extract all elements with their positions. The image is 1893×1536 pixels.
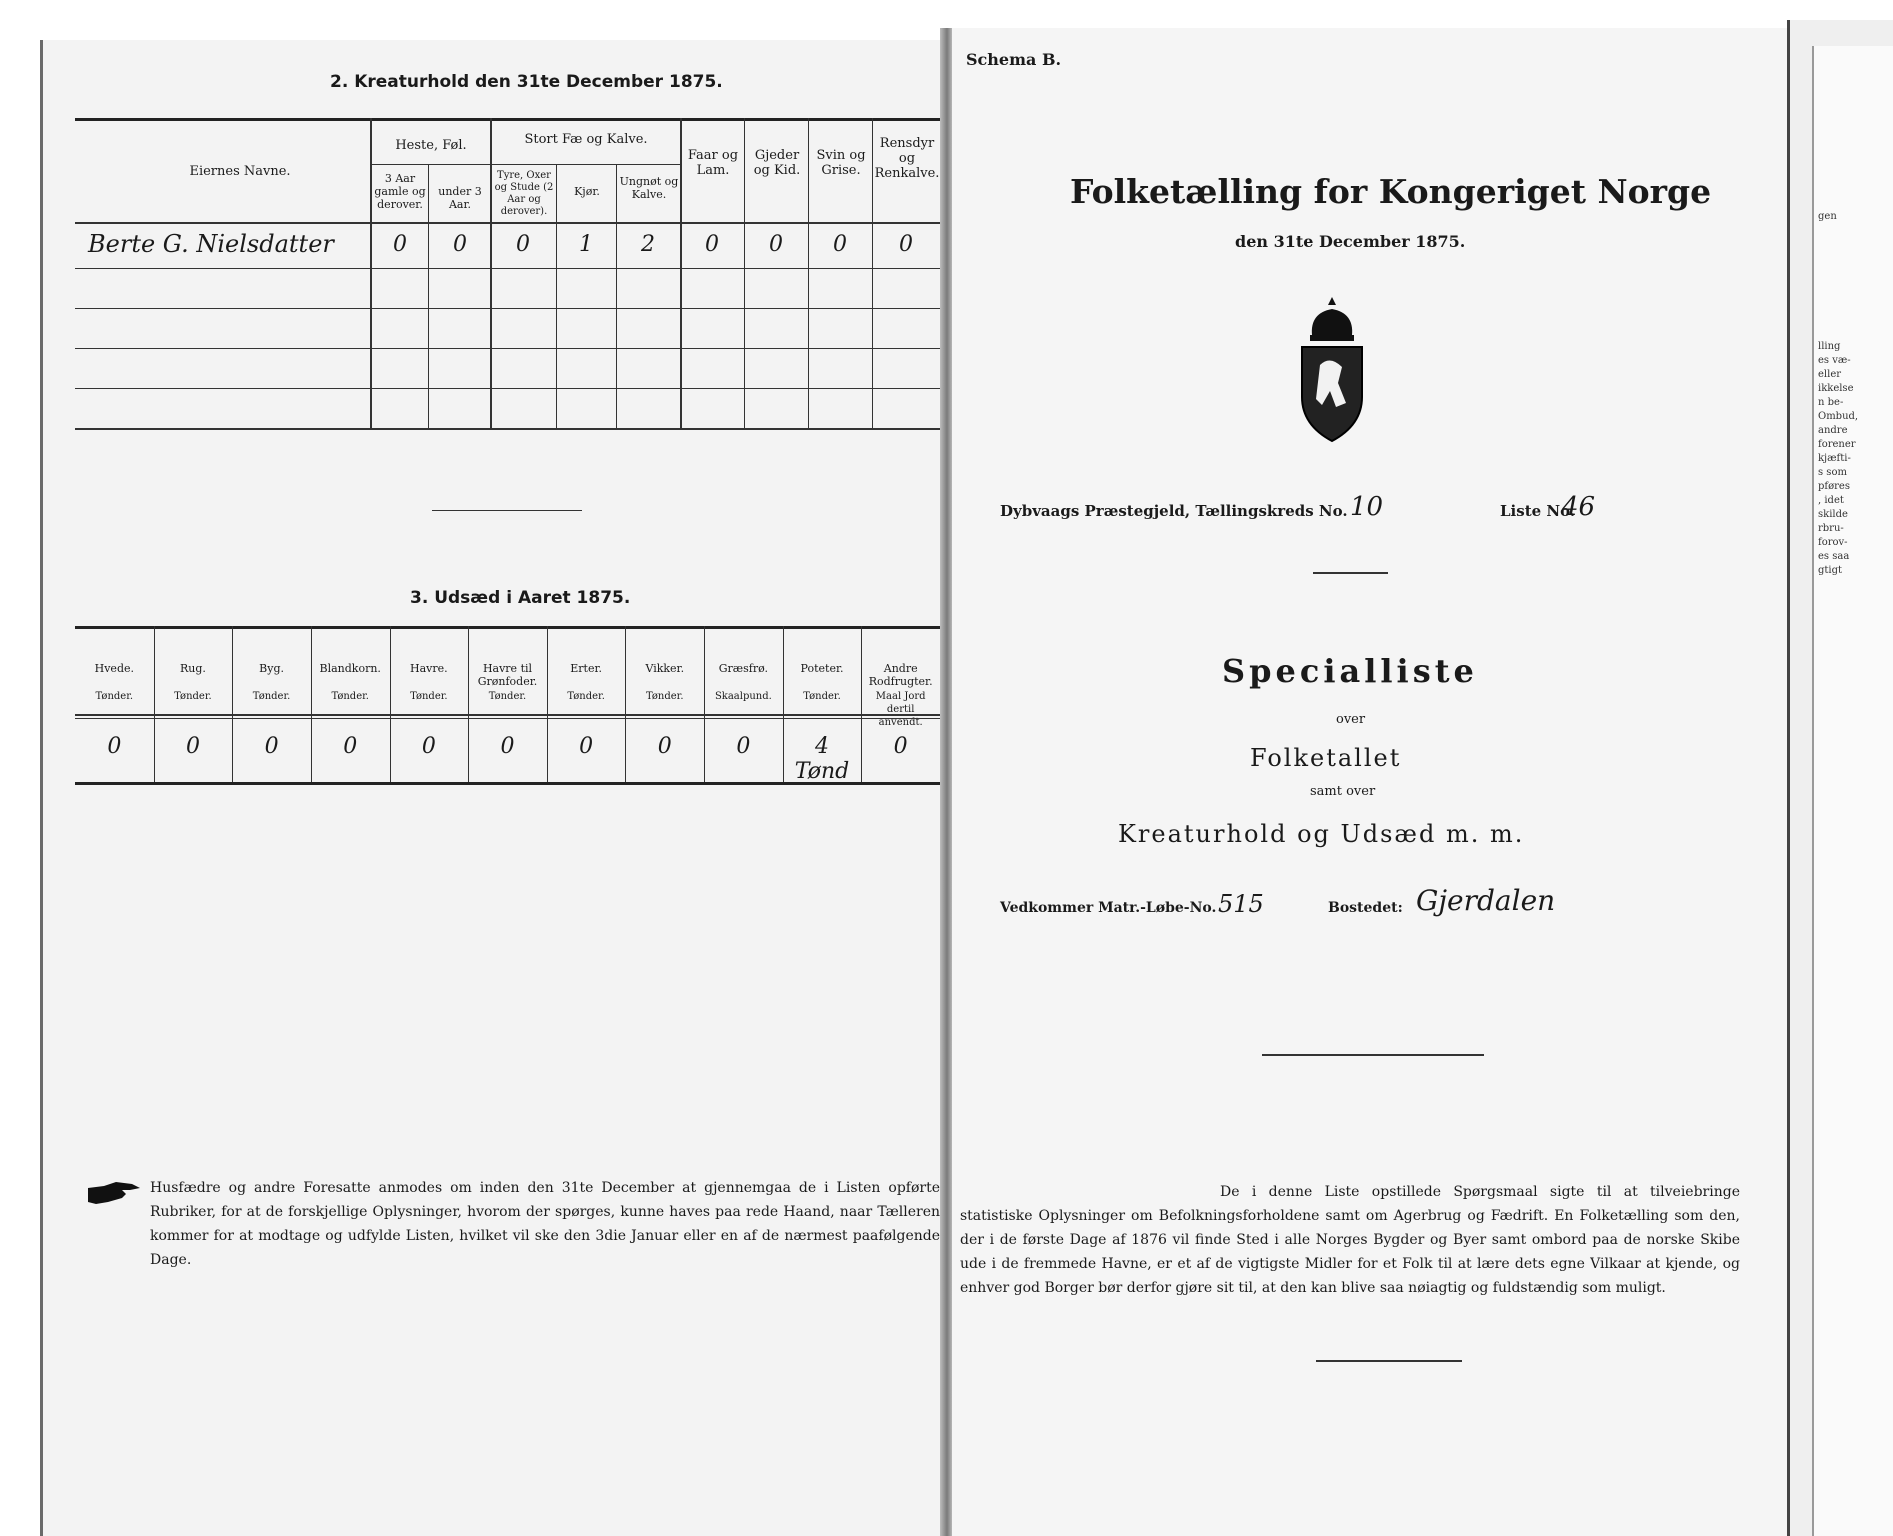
seed-value: 0 — [421, 734, 436, 759]
col-divider — [872, 118, 873, 428]
seed-header-name: Havre. — [410, 662, 448, 675]
seed-header-name: Rug. — [179, 662, 206, 675]
edge-word: rbru- — [1818, 523, 1844, 534]
edge-word: lling — [1818, 341, 1841, 352]
header-gjeder: Gjeder og Kid. — [753, 148, 801, 178]
row-line — [75, 348, 940, 349]
krets-number: 10 — [1350, 492, 1384, 522]
edge-word: andre — [1818, 425, 1848, 436]
seed-header-unit: Tønder. — [174, 691, 212, 702]
seed-value: 0 — [579, 734, 594, 759]
header-heste-b: under 3 Aar. — [438, 185, 482, 211]
cell-heste-b: 0 — [453, 232, 467, 257]
bosted-value: Gjerdalen — [1416, 884, 1556, 917]
bosted-label: Bostedet: — [1328, 900, 1403, 916]
edge-word: skilde — [1818, 509, 1848, 520]
header-owner: Eiernes Navne. — [189, 164, 291, 179]
owner-name: Berte G. Nielsdatter — [88, 230, 334, 258]
seed-col-divider — [783, 626, 784, 782]
seed-value: 0 — [185, 734, 200, 759]
seed-header-name: Andre Rodfrugter. — [868, 662, 933, 688]
seed-value: 0 — [500, 734, 515, 759]
cell-gjeder: 0 — [769, 232, 783, 257]
schema-label: Schema B. — [966, 50, 1062, 69]
col-divider — [808, 118, 809, 428]
seed-col-divider — [154, 626, 155, 782]
seed-value: 0 — [343, 734, 358, 759]
seed-col-divider — [861, 626, 862, 782]
seed-col-divider — [625, 626, 626, 782]
cell-stort-c: 2 — [641, 232, 655, 257]
seed-col-divider — [311, 626, 312, 782]
cell-faar: 0 — [705, 232, 719, 257]
seed-header-name: Havre til Grønfoder. — [477, 662, 538, 688]
kreatur-title: Kreaturhold og Udsæd m. m. — [1118, 820, 1525, 848]
col-divider — [744, 118, 745, 428]
matr-label: Vedkommer Matr.-Løbe-No. — [1000, 900, 1217, 916]
seed-value: 4 Tønd — [794, 734, 850, 784]
edge-word: pføres — [1818, 481, 1850, 492]
edge-word: forov- — [1818, 537, 1848, 548]
cell-stort-b: 1 — [579, 232, 593, 257]
seed-value: 0 — [893, 734, 908, 759]
header-stort-a: Tyre, Oxer og Stude (2 Aar og derover). — [494, 170, 554, 217]
seed-value: 0 — [264, 734, 279, 759]
special-title: Specialliste — [1222, 652, 1478, 690]
header-faar: Faar og Lam. — [687, 148, 739, 178]
samt-over: samt over — [1310, 784, 1376, 799]
header-stort: Stort Fæ og Kalve. — [524, 132, 648, 147]
edge-word: s som — [1818, 467, 1847, 478]
over-text-1: over — [1336, 712, 1366, 727]
seed-col-divider — [547, 626, 548, 782]
header-stort-c: Ungnøt og Kalve. — [619, 175, 679, 201]
seed-col-divider — [390, 626, 391, 782]
heste-subline — [370, 164, 490, 165]
coat-of-arms-icon — [1296, 295, 1368, 445]
seed-header-unit: Tønder. — [331, 691, 369, 702]
row-line — [75, 268, 940, 269]
rule — [1316, 1360, 1462, 1362]
row-line — [75, 308, 940, 309]
seed-header-unit: Tønder. — [410, 691, 448, 702]
seed-header-name: Græsfrø. — [718, 662, 769, 675]
stort-subline — [490, 164, 680, 165]
header-heste-a: 3 Aar gamle og derover. — [374, 172, 426, 211]
edge-word: ikkelse — [1818, 383, 1854, 394]
seed-header-unit: Maal Jord dertil anvendt. — [875, 691, 926, 728]
note-left: Husfædre og andre Foresatte anmodes om inden den 31te December at gjennemgaa de i Listen opførte Rubriker, for at de forskjellige Oplysninger, hvorom der spørges, kunne haves paa rede Haand, naar Tælleren kommer for at modtage og udfylde Listen, hvilket vil ske den 3die Januar eller en af de nærmest paafølgende Dage. — [150, 1180, 940, 1268]
note-right: De i denne Liste opstillede Spørgsmaal sigte til at tilveiebringe statistiske Oplysninger om Befolkningsforholdene samt om Agerbrug og Fædrift. En Folketælling som den, der i de første Dage af 1876 vil finde Sted i alle Norges Bygder og Byer samt ombord paa de norske Skibe ude i de fremmede Havne, er et af de vigtigste Midler for et Folk til at lære dets egne Vilkaar at kjende, og enhver god Borger bør derfor gjøre sit til, at den kan blive saa nøiagtig og fuldstændig som muligt. — [960, 1184, 1740, 1296]
header-heste: Heste, Føl. — [395, 138, 467, 153]
seed-header-unit: Skaalpund. — [714, 691, 772, 702]
seed-header-bottom — [75, 714, 940, 716]
divider-rule — [432, 510, 582, 511]
livestock-table-top — [75, 118, 940, 121]
main-title: Folketælling for Kongeriget Norge — [1070, 172, 1712, 211]
seed-header-rule — [75, 718, 940, 719]
seed-header-unit: Tønder. — [95, 691, 134, 702]
edge-word: , idet — [1818, 495, 1844, 506]
seed-col-divider — [704, 626, 705, 782]
seed-value: 0 — [736, 734, 751, 759]
seed-header-unit: Tønder. — [488, 691, 527, 702]
seed-header-name: Vikker. — [645, 662, 685, 675]
livestock-table-bottom — [75, 428, 940, 430]
edge-text-column — [1818, 211, 1888, 578]
edge-word: forener — [1818, 439, 1856, 450]
seed-header-unit: Tønder. — [567, 691, 605, 702]
section3-title: 3. Udsæd i Aaret 1875. — [410, 588, 631, 608]
liste-label: Liste No. — [1500, 502, 1576, 520]
cell-rensdyr: 0 — [899, 232, 913, 257]
folketallet: Folketallet — [1250, 744, 1402, 772]
edge-word: Ombud, — [1818, 411, 1859, 422]
seed-col-divider — [468, 626, 469, 782]
left-page — [40, 40, 955, 1536]
edge-word: gen — [1818, 211, 1837, 222]
header-stort-b: Kjør. — [574, 185, 600, 198]
pointing-hand-icon — [86, 1180, 142, 1206]
seed-header-name: Hvede. — [94, 662, 134, 675]
seed-header-name: Byg. — [259, 662, 284, 675]
edge-word: es væ- — [1818, 355, 1851, 366]
seed-value: 0 — [657, 734, 672, 759]
edge-word: es saa — [1818, 551, 1850, 562]
seed-value: 0 — [107, 734, 122, 759]
col-divider — [428, 164, 429, 428]
edge-word: n be- — [1818, 397, 1844, 408]
header-rensdyr: Rensdyr og Renkalve. — [874, 136, 940, 181]
next-page-edge-inner — [1812, 46, 1893, 1536]
edge-word: kjæfti- — [1818, 453, 1851, 464]
seed-header-name: Blandkorn. — [319, 662, 381, 675]
livestock-header-bottom — [75, 222, 940, 224]
seed-header-name: Poteter. — [800, 662, 844, 675]
col-divider — [616, 164, 617, 428]
rule — [1262, 1054, 1484, 1056]
parish-label: Dybvaags Præstegjeld, Tællingskreds No. — [1000, 502, 1348, 520]
col-divider — [680, 118, 682, 428]
col-divider — [556, 164, 557, 428]
seed-header-unit: Tønder. — [645, 691, 684, 702]
cell-stort-a: 0 — [516, 232, 530, 257]
header-svin: Svin og Grise. — [816, 148, 866, 178]
edge-word: eller — [1818, 369, 1842, 380]
col-divider — [490, 118, 492, 428]
cell-heste-a: 0 — [393, 232, 407, 257]
seed-header-name: Erter. — [570, 662, 602, 675]
row-line — [75, 388, 940, 389]
seed-col-divider — [232, 626, 233, 782]
date-line: den 31te December 1875. — [1235, 232, 1466, 251]
seed-table-top — [75, 626, 940, 629]
matr-number: 515 — [1218, 890, 1264, 918]
edge-word: gtigt — [1818, 565, 1843, 576]
seed-header-unit: Tønder. — [252, 691, 291, 702]
section2-title: 2. Kreaturhold den 31te December 1875. — [330, 72, 723, 92]
rule — [1313, 572, 1388, 574]
cell-svin: 0 — [833, 232, 847, 257]
seed-header-unit: Tønder. — [803, 691, 841, 702]
right-page — [952, 28, 1787, 1536]
liste-number: 46 — [1562, 492, 1596, 522]
col-divider — [370, 118, 372, 428]
